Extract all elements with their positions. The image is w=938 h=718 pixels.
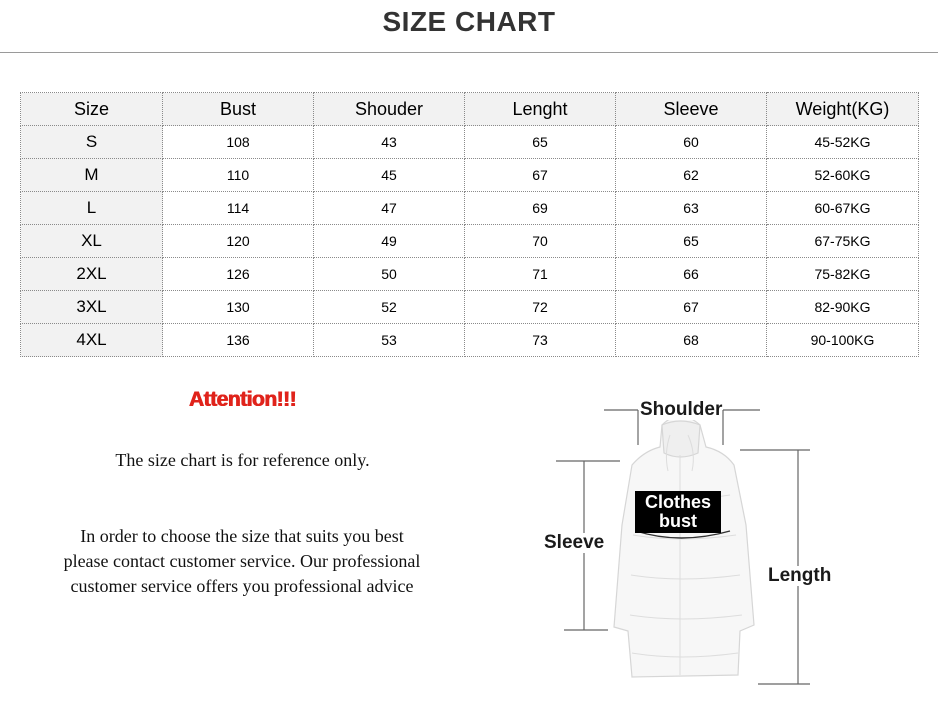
shoulder-label: Shoulder [640,399,723,420]
weight-cell: 67-75KG [767,225,919,258]
shoulder-cell: 52 [314,291,465,324]
bust-label-line: bust [659,511,697,531]
sleeve-cell: 68 [616,324,767,357]
bust-cell: 120 [163,225,314,258]
weight-cell: 45-52KG [767,126,919,159]
table-row [21,192,919,225]
bust-cell: 114 [163,192,314,225]
size-cell: 3XL [21,291,163,324]
customer-service-advice [22,524,462,599]
size-chart-table [20,92,919,357]
reference-note: The size chart is for reference only. [115,450,370,470]
length-cell: 71 [465,258,616,291]
sleeve-cell: 66 [616,258,767,291]
size-cell: XL [21,225,163,258]
size-cell: M [21,159,163,192]
sleeve-cell: 62 [616,159,767,192]
shoulder-cell: 49 [314,225,465,258]
column-header-bust: Bust [163,93,314,126]
weight-cell: 52-60KG [767,159,919,192]
coat-measurement-diagram [540,395,840,695]
size-cell: 4XL [21,324,163,357]
size-cell: S [21,126,163,159]
title-divider [0,52,938,53]
length-cell: 69 [465,192,616,225]
size-cell: 2XL [21,258,163,291]
sleeve-cell: 65 [616,225,767,258]
length-cell: 72 [465,291,616,324]
bust-label-line: Clothes [644,492,711,512]
column-header-length: Lenght [465,93,616,126]
length-cell: 65 [465,126,616,159]
bust-cell: 126 [163,258,314,291]
column-header-size: Size [21,93,163,126]
length-cell: 70 [465,225,616,258]
bust-cell: 110 [163,159,314,192]
sleeve-cell: 63 [616,192,767,225]
table-row [21,126,919,159]
length-cell: 67 [465,159,616,192]
column-header-sleeve: Sleeve [616,93,767,126]
page-title: SIZE CHART [382,6,556,37]
shoulder-cell: 45 [314,159,465,192]
table-row [21,258,919,291]
length-label: Length [768,565,832,586]
advice-line: please contact customer service. Our professional [63,551,421,571]
table-row [21,291,919,324]
bust-cell: 108 [163,126,314,159]
table-row [21,159,919,192]
shoulder-cell: 50 [314,258,465,291]
weight-cell: 75-82KG [767,258,919,291]
sleeve-cell: 60 [616,126,767,159]
bust-cell: 136 [163,324,314,357]
table-row [21,324,919,357]
table-header-row [21,93,919,126]
length-cell: 73 [465,324,616,357]
table-row [21,225,919,258]
size-cell: L [21,192,163,225]
bust-cell: 130 [163,291,314,324]
shoulder-cell: 43 [314,126,465,159]
shoulder-cell: 53 [314,324,465,357]
column-header-weight: Weight(KG) [767,93,919,126]
sleeve-label: Sleeve [544,532,605,553]
column-header-shoulder: Shouder [314,93,465,126]
weight-cell: 90-100KG [767,324,919,357]
weight-cell: 60-67KG [767,192,919,225]
advice-line: In order to choose the size that suits you best [80,526,404,546]
clothes-bust-label [635,491,721,533]
weight-cell: 82-90KG [767,291,919,324]
sleeve-cell: 67 [616,291,767,324]
shoulder-cell: 47 [314,192,465,225]
attention-heading: Attention!!! [188,388,297,411]
advice-line: customer service offers you professional advice [70,576,414,596]
